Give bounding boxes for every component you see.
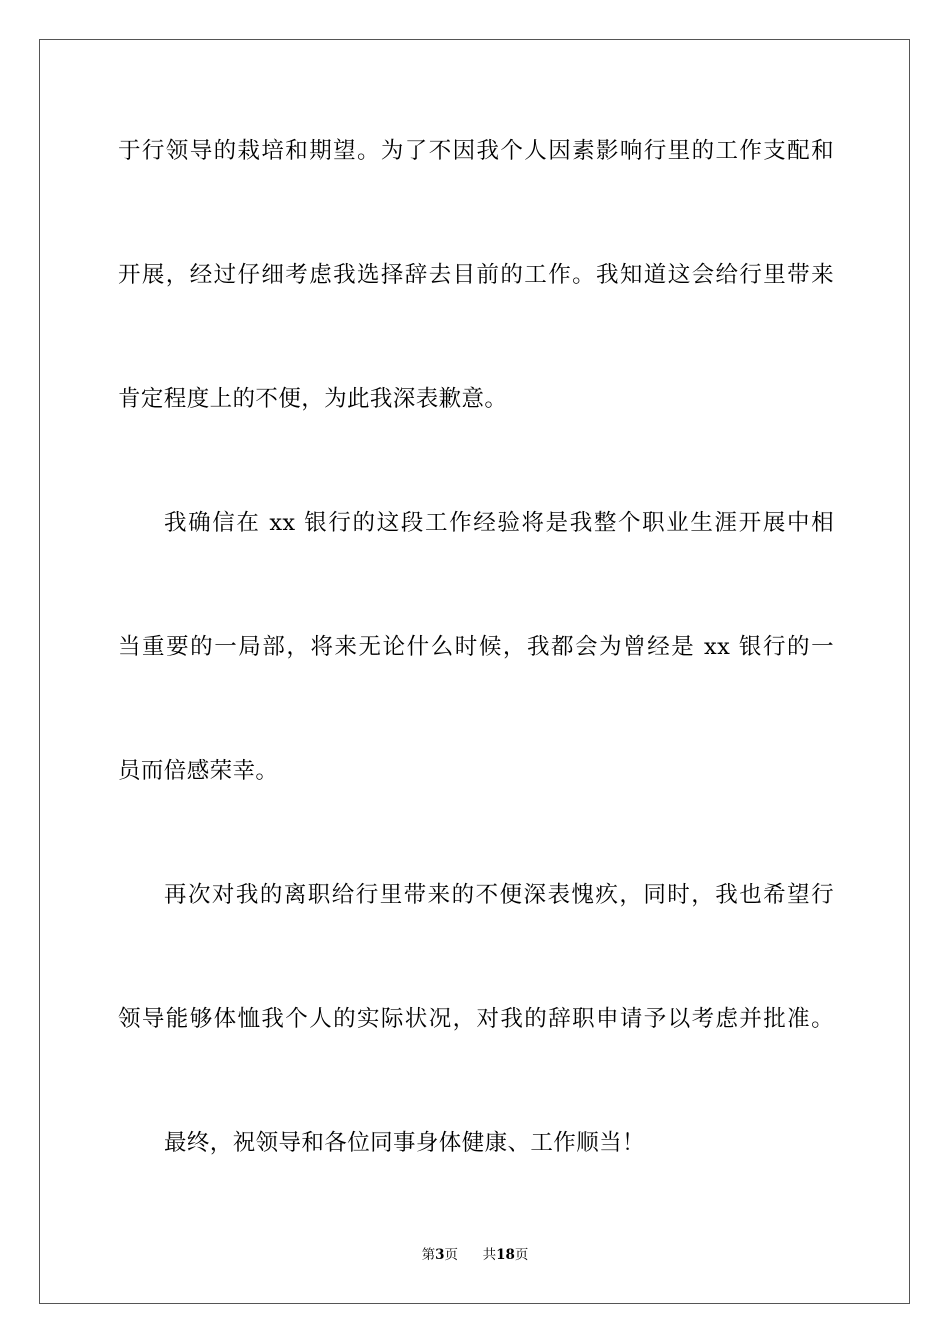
page-number: 3 — [435, 1247, 445, 1263]
total-label-prefix: 共 — [482, 1247, 497, 1263]
total-pages: 18 — [496, 1247, 515, 1263]
text-line: 当重要的一局部，将来无论什么时候，我都会为曾经是 xx 银行的一 — [118, 634, 834, 660]
text-line: 于行领导的栽培和期望。为了不因我个人因素影响行里的工作支配和 — [118, 138, 834, 164]
page-label-suffix: 页 — [444, 1247, 458, 1263]
closing-line: 最终，祝领导和各位同事身体健康、工作顺当！ — [164, 1130, 645, 1156]
text-line: 员而倍感荣幸。 — [118, 758, 279, 784]
paragraph-first-line: 我确信在 xx 银行的这段工作经验将是我整个职业生涯开展中相 — [164, 510, 834, 536]
text-line: 开展，经过仔细考虑我选择辞去目前的工作。我知道这会给行里带来 — [118, 262, 834, 288]
text-line: 肯定程度上的不便，为此我深表歉意。 — [118, 386, 508, 412]
paragraph-first-line: 再次对我的离职给行里带来的不便深表愧疚，同时，我也希望行 — [164, 882, 834, 908]
page-label-prefix: 第 — [421, 1247, 436, 1263]
text-line: 领导能够体恤我个人的实际状况，对我的辞职申请予以考虑并批准。 — [118, 1006, 834, 1032]
total-label-suffix: 页 — [514, 1247, 529, 1263]
page-footer — [0, 1246, 950, 1264]
page-border — [39, 39, 910, 1304]
